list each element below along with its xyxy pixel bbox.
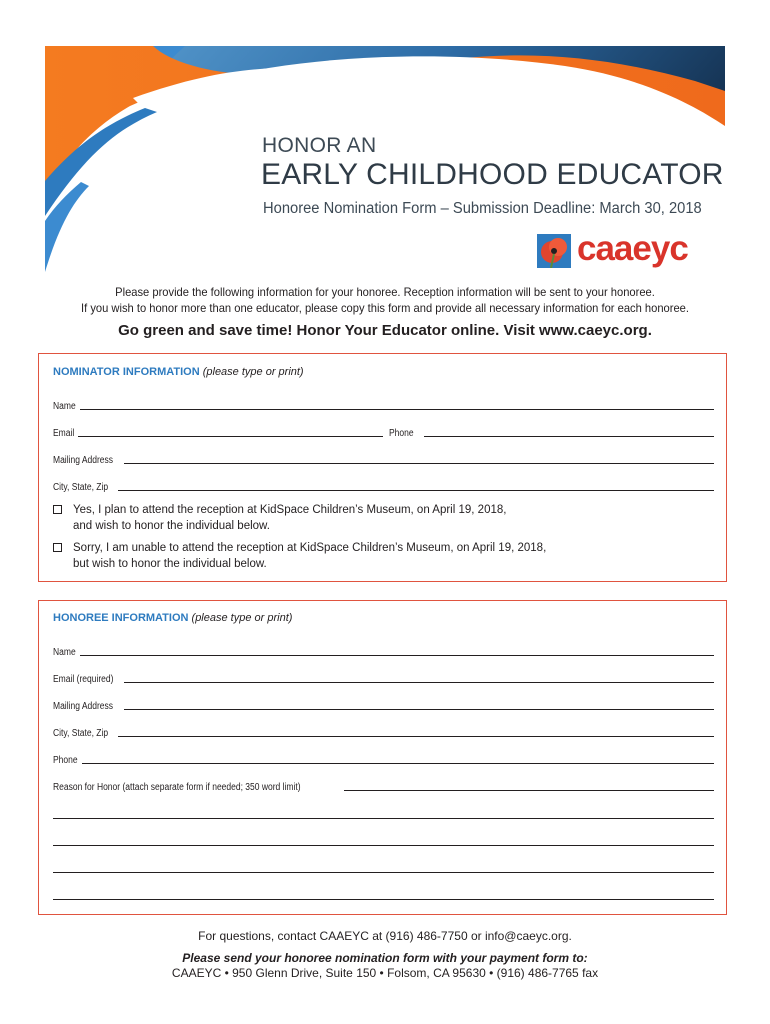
honoree-address-label: Mailing Address: [53, 701, 114, 712]
honoree-email-line[interactable]: [124, 682, 714, 683]
honoree-phone-label: Phone: [53, 755, 78, 766]
reason-line-2[interactable]: [53, 845, 714, 846]
honoree-heading-text: HONOREE INFORMATION: [53, 612, 189, 624]
honoree-name-label: Name: [53, 647, 76, 658]
option-not-attend-line-1: Sorry, I am unable to attend the reception at KidSpace Children’s Museum, on April 19, 2018,: [73, 542, 547, 554]
nominator-email-label: Email: [53, 428, 75, 439]
footer-send-instruction: Please send your honoree nomination form with your payment form to:: [182, 951, 588, 965]
honoree-reason-field[interactable]: [53, 779, 714, 793]
honoree-address-line[interactable]: [124, 709, 714, 710]
nominator-city-line[interactable]: [118, 490, 714, 491]
nominator-city-label: City, State, Zip: [53, 482, 109, 493]
go-green-notice: Go green and save time! Honor Your Educator online. Visit www.caeyc.org.: [118, 322, 652, 339]
honoree-address-field[interactable]: [53, 698, 714, 712]
nominator-address-label: Mailing Address: [53, 455, 114, 466]
footer-contact: For questions, contact CAAEYC at (916) 486-7750 or info@caeyc.org.: [198, 929, 572, 943]
nominator-name-field[interactable]: [53, 398, 714, 412]
honoree-reason-line[interactable]: [344, 790, 714, 791]
attend-checkbox[interactable]: [53, 505, 62, 514]
option-attend-line-1: Yes, I plan to attend the reception at KidSpace Children’s Museum, on April 19, 2018,: [73, 504, 507, 516]
nominator-email-line[interactable]: [78, 436, 383, 437]
poppy-icon: [537, 234, 571, 268]
title-subtitle: Honoree Nomination Form – Submission Deadline: March 30, 2018: [263, 200, 702, 217]
honoree-phone-field[interactable]: [53, 752, 714, 766]
honoree-email-field[interactable]: [53, 671, 714, 685]
header-banner: [45, 46, 725, 272]
intro-line-1: Please provide the following information for your honoree. Reception information will be sent to your honoree.: [115, 285, 655, 299]
nominator-email-phone-field: [53, 425, 714, 439]
nominator-name-line[interactable]: [80, 409, 714, 410]
honoree-city-label: City, State, Zip: [53, 728, 109, 739]
nominator-address-field[interactable]: [53, 452, 714, 466]
nominator-city-field[interactable]: [53, 479, 714, 493]
honoree-section: [38, 600, 727, 915]
nominator-heading-text: NOMINATOR INFORMATION: [53, 366, 200, 378]
honoree-phone-line[interactable]: [82, 763, 714, 764]
honoree-name-line[interactable]: [80, 655, 714, 656]
honoree-name-field[interactable]: [53, 644, 714, 658]
nominator-phone-label: Phone: [388, 428, 414, 439]
logo-wordmark: caaeyc: [577, 229, 688, 268]
nominator-address-line[interactable]: [124, 463, 714, 464]
intro-line-2: If you wish to honor more than one educator, please copy this form and provide all necessary information for each honoree.: [81, 301, 689, 315]
footer-address: CAAEYC • 950 Glenn Drive, Suite 150 • Folsom, CA 95630 • (916) 486-7765 fax: [171, 966, 599, 980]
option-attend[interactable]: [53, 502, 714, 534]
honoree-city-line[interactable]: [118, 736, 714, 737]
reason-line-3[interactable]: [53, 872, 714, 873]
intro-text: [0, 284, 770, 316]
title-honor-an: HONOR AN: [262, 134, 377, 157]
option-not-attend[interactable]: [53, 540, 714, 572]
nominator-phone-line[interactable]: [424, 436, 714, 437]
reason-line-4[interactable]: [53, 899, 714, 900]
honoree-heading: [53, 612, 292, 624]
nominator-heading-note: (please type or print): [202, 366, 304, 378]
option-attend-line-2: and wish to honor the individual below.: [73, 520, 270, 532]
option-not-attend-line-2: but wish to honor the individual below.: [73, 558, 267, 570]
honoree-heading-note: (please type or print): [191, 612, 293, 624]
nominator-section: [38, 353, 727, 582]
nominator-name-label: Name: [53, 401, 76, 412]
not-attend-checkbox[interactable]: [53, 543, 62, 552]
title-main: EARLY CHILDHOOD EDUCATOR: [261, 158, 724, 191]
honoree-city-field[interactable]: [53, 725, 714, 739]
honoree-reason-label: Reason for Honor (attach separate form if needed; 350 word limit): [53, 782, 301, 793]
honoree-email-label: Email (required): [53, 674, 114, 685]
nominator-heading: [53, 366, 304, 378]
reason-line-1[interactable]: [53, 818, 714, 819]
